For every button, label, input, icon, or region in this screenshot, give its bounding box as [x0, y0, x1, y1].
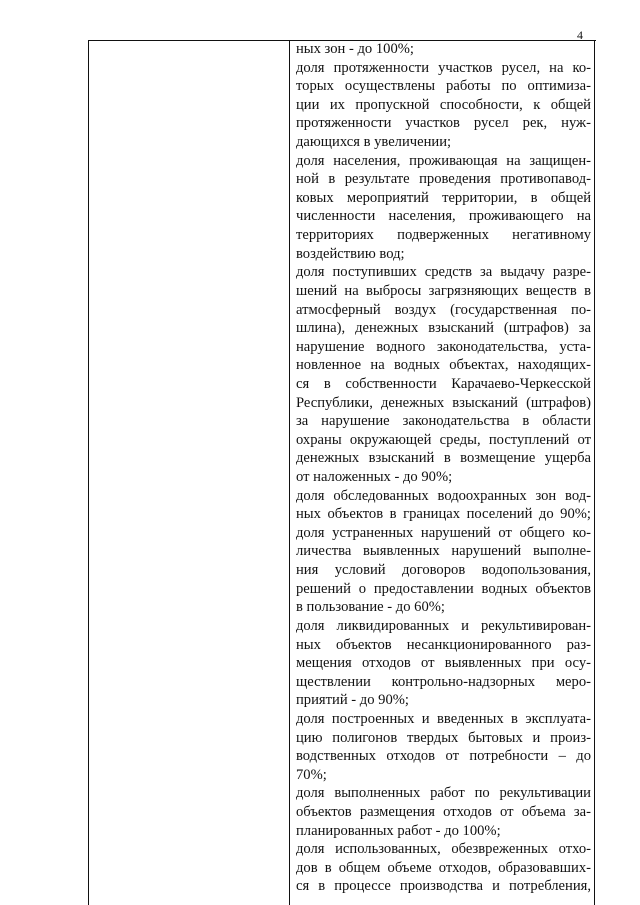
- text-line: цию полигонов твердых бытовых и произ-: [296, 729, 591, 746]
- text-line: доля построенных и введенных в эксплуата-: [296, 710, 591, 727]
- text-line: доля обследованных водоохранных зон вод-: [296, 487, 591, 504]
- text-line: доля устраненных нарушений от общего ко-: [296, 524, 591, 541]
- text-line: ции их пропускной способности, к общей: [296, 96, 591, 113]
- text-line: доля использованных, обезвреженных отхо-: [296, 841, 591, 858]
- text-line: шений на выбросы загрязняющих веществ в: [296, 282, 591, 299]
- text-line: в пользование - до 60%;: [296, 599, 445, 616]
- text-line: планированных работ - до 100%;: [296, 822, 501, 839]
- text-line: доля протяженности участков русел, на ко-: [296, 59, 591, 76]
- text-line: охраны окружающей среды, поступлений от: [296, 431, 591, 448]
- text-line: ся в процессе производства и потребления,: [296, 878, 591, 895]
- text-line: водственных отходов от потребности – до: [296, 748, 591, 765]
- text-line: 70%;: [296, 766, 327, 783]
- text-line: ных объектов в границах поселений до 90%;: [296, 506, 591, 523]
- text-line: мещения отходов от выявленных при осу-: [296, 655, 591, 672]
- text-line: воздействию вод;: [296, 245, 405, 262]
- text-line: территориях подверженных негативному: [296, 227, 591, 244]
- text-line: Республики, денежных взысканий (штрафов): [296, 394, 591, 411]
- text-line: доля ликвидированных и рекультивирован-: [296, 617, 591, 634]
- text-line: ных зон - до 100%;: [296, 41, 414, 57]
- text-line: личества выявленных нарушений выполне-: [296, 543, 591, 560]
- text-line: ся в собственности Карачаево-Черкесской: [296, 375, 591, 392]
- text-line: протяженности участков русел рек, нуж-: [296, 115, 591, 132]
- text-line: доля населения, проживающая на защищен-: [296, 152, 591, 169]
- text-line: решений о предоставлении водных объектов: [296, 580, 591, 597]
- text-line: от наложенных - до 90%;: [296, 469, 453, 486]
- text-line: ковых мероприятий территории, в общей: [296, 189, 591, 206]
- text-line: дающихся в увеличении;: [296, 134, 452, 151]
- text-line: торых осуществлены работы по оптимиза-: [296, 78, 591, 95]
- document-table: [88, 40, 596, 905]
- text-line: объектов размещения отходов от объема за-: [296, 803, 591, 820]
- text-line: за нарушение законодательства в области: [296, 413, 591, 430]
- text-line: численности населения, проживающего на: [296, 208, 591, 225]
- text-line: шлина), денежных взысканий (штрафов) за: [296, 320, 591, 337]
- table-right-border: [594, 40, 595, 905]
- text-line: дов в общем объеме отходов, образовавших-: [296, 859, 591, 876]
- text-line: ной в результате проведения противопавод-: [296, 171, 591, 188]
- text-line: атмосферный воздух (государственная по-: [296, 301, 591, 318]
- page-number: 4: [577, 28, 583, 42]
- text-line: ных объектов несанкционированного раз-: [296, 636, 591, 653]
- text-line: ния условий договоров водопользования,: [296, 562, 591, 579]
- text-line: денежных взысканий в возмещение ущерба: [296, 450, 591, 467]
- table-column-divider: [289, 40, 290, 905]
- text-line: доля поступивших средств за выдачу разре-: [296, 264, 591, 281]
- text-line: нарушение водного законодательства, уста-: [296, 338, 591, 355]
- text-line: ществлении контрольно-надзорных меро-: [296, 673, 591, 690]
- text-line: новленное на водных объектах, находящих-: [296, 357, 591, 374]
- table-right-cell: [296, 40, 591, 896]
- table-left-border: [88, 40, 89, 905]
- text-line: приятий - до 90%;: [296, 692, 409, 709]
- text-line: доля выполненных работ по рекультивации: [296, 785, 591, 802]
